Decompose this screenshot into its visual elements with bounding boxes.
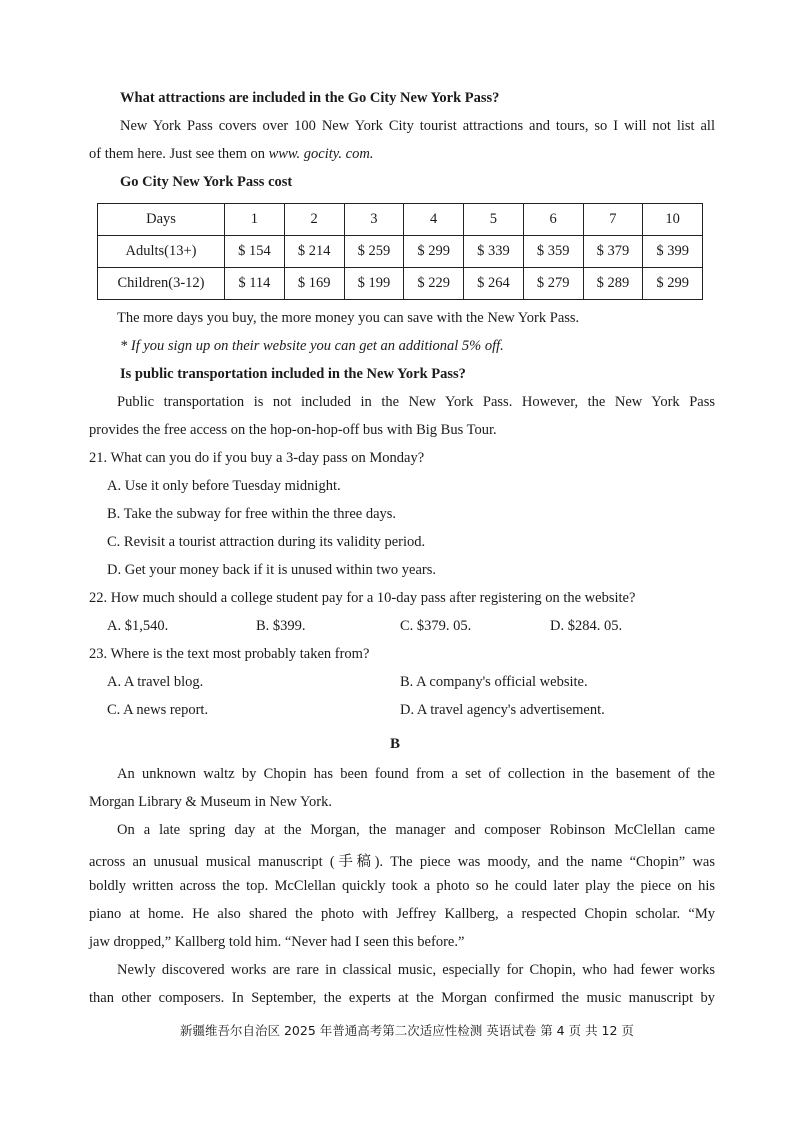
section-b-label: B: [390, 736, 401, 752]
q22-option-a: A. $1,540.: [107, 618, 169, 634]
para1-line1: New York Pass covers over 100 New York City tourist attractions and tours, so I will not list all: [120, 118, 715, 134]
question-21-stem: 21. What can you do if you buy a 3-day pass on Monday?: [89, 450, 425, 466]
table-cell: $ 379: [583, 236, 643, 268]
question-23-stem: 23. Where is the text most probably taken from?: [89, 646, 370, 662]
q21-option-c: C. Revisit a tourist attraction during its validity period.: [107, 534, 426, 550]
section-b-p1-line1: An unknown waltz by Chopin has been found from a set of collection in the basement of the: [117, 766, 715, 782]
table-cell: $ 264: [464, 268, 524, 300]
q21-option-b: B. Take the subway for free within the three days.: [107, 506, 397, 522]
para2-line2: provides the free access on the hop-on-hop-off bus with Big Bus Tour.: [89, 422, 497, 438]
table-cell: $ 199: [344, 268, 404, 300]
save-note: The more days you buy, the more money you can save with the New York Pass.: [117, 310, 580, 326]
pass-cost-table: [97, 203, 703, 300]
q23-option-d: D. A travel agency's advertisement.: [400, 702, 605, 718]
header-day-cell: 1: [225, 204, 285, 236]
q21-option-a: A. Use it only before Tuesday midnight.: [107, 478, 341, 494]
q23-option-b: B. A company's official website.: [400, 674, 588, 690]
page-footer: 新疆维吾尔自治区 2025 年普通高考第二次适应性检测 英语试卷 第 4 页 共 12 页: [180, 1023, 634, 1038]
website-url: www. gocity. com.: [268, 146, 374, 162]
row-label-children: Children(3-12): [98, 268, 225, 300]
para1-line2: [89, 146, 373, 163]
heading-transportation: Is public transportation included in the New York Pass?: [120, 366, 466, 382]
section-b-p2-line3: boldly written across the top. McClellan quickly took a photo so he could later play the piece on his: [89, 878, 715, 894]
discount-note: * If you sign up on their website you can get an additional 5% off.: [120, 338, 504, 354]
row-label-adults: Adults(13+): [98, 236, 225, 268]
table-header-row: [98, 204, 703, 236]
table-cell: $ 299: [404, 236, 464, 268]
header-day-cell: 2: [284, 204, 344, 236]
table-cell: $ 359: [523, 236, 583, 268]
table-row: [98, 236, 703, 268]
q21-option-d: D. Get your money back if it is unused within two years.: [107, 562, 437, 578]
header-days: Days: [98, 204, 225, 236]
cost-heading: Go City New York Pass cost: [120, 174, 293, 190]
section-b-p3-line1: Newly discovered works are rare in classical music, especially for Chopin, who had fewer works: [117, 962, 715, 978]
table-cell: $ 299: [643, 268, 703, 300]
q22-option-b: B. $399.: [256, 618, 306, 634]
header-day-cell: 3: [344, 204, 404, 236]
section-b-p3-line2: than other composers. In September, the experts at the Morgan confirmed the music manuscript by: [89, 990, 715, 1006]
table-cell: $ 114: [225, 268, 285, 300]
para1-line2-text: of them here. Just see them on: [89, 146, 269, 162]
q22-option-d: D. $284. 05.: [550, 618, 623, 634]
header-day-cell: 6: [523, 204, 583, 236]
table-cell: $ 279: [523, 268, 583, 300]
section-b-p2-line1: On a late spring day at the Morgan, the manager and composer Robinson McClellan came: [117, 822, 715, 838]
q22-option-c: C. $379. 05.: [400, 618, 472, 634]
section-b-p1-line2: Morgan Library & Museum in New York.: [89, 794, 332, 810]
table-cell: $ 399: [643, 236, 703, 268]
q23-option-a: A. A travel blog.: [107, 674, 204, 690]
q23-option-c: C. A news report.: [107, 702, 209, 718]
header-day-cell: 4: [404, 204, 464, 236]
table-row: [98, 268, 703, 300]
header-day-cell: 10: [643, 204, 703, 236]
heading-attractions: What attractions are included in the Go City New York Pass?: [120, 90, 500, 106]
header-day-cell: 7: [583, 204, 643, 236]
table-cell: $ 229: [404, 268, 464, 300]
table-cell: $ 339: [464, 236, 524, 268]
section-b-p2-line4: piano at home. He also shared the photo with Jeffrey Kallberg, a respected Chopin scholar. “My: [89, 906, 715, 922]
section-b-p2-line2: across an unusual musical manuscript (手稿). The piece was moody, and the name “Chopin” was: [89, 854, 715, 870]
table-cell: $ 154: [225, 236, 285, 268]
table-cell: $ 169: [284, 268, 344, 300]
question-22-stem: 22. How much should a college student pay for a 10-day pass after registering on the website?: [89, 590, 636, 606]
header-day-cell: 5: [464, 204, 524, 236]
para2-line1: Public transportation is not included in the New York Pass. However, the New York Pass: [117, 394, 715, 410]
section-b-p2-line5: jaw dropped,” Kallberg told him. “Never had I seen this before.”: [89, 934, 465, 950]
table-cell: $ 289: [583, 268, 643, 300]
table-cell: $ 214: [284, 236, 344, 268]
table-cell: $ 259: [344, 236, 404, 268]
